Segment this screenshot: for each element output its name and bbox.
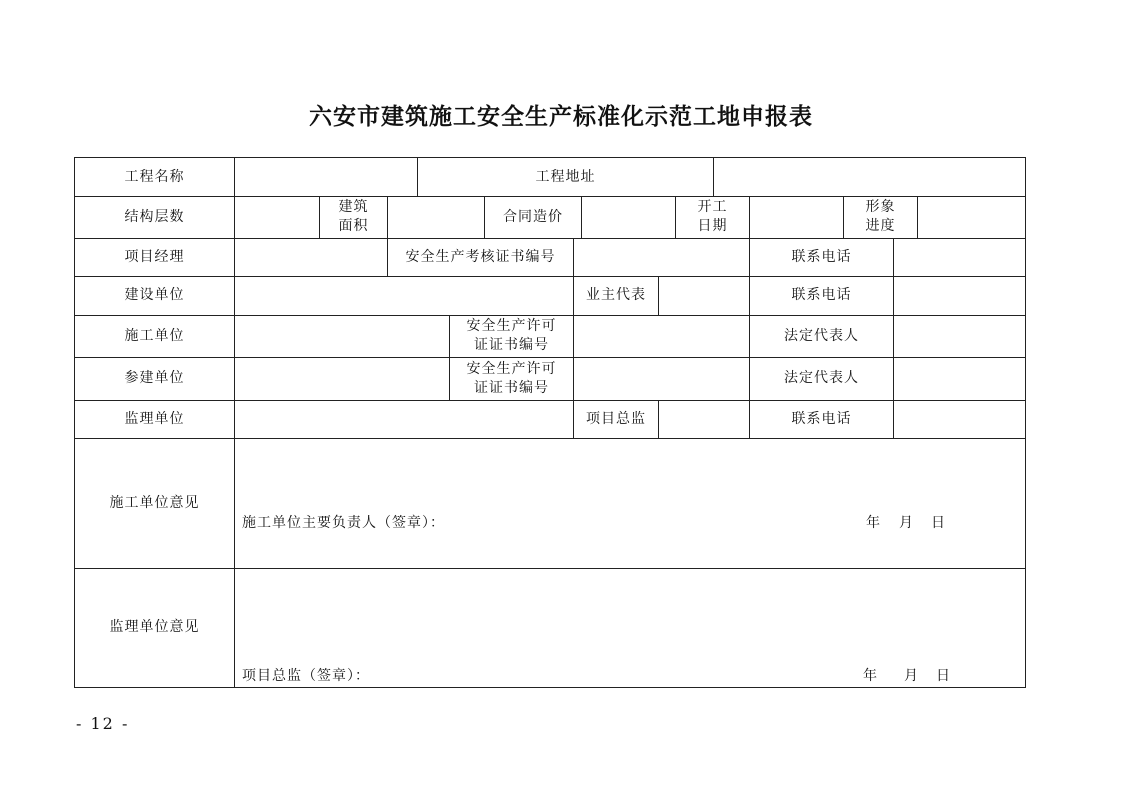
participant-legal-rep-field[interactable] xyxy=(894,357,1025,400)
structure-floors-field[interactable] xyxy=(235,196,319,238)
progress-label: 形象 进度 xyxy=(865,199,896,234)
owner-unit-field[interactable] xyxy=(235,276,573,315)
document-title: 六安市建筑施工安全生产标准化示范工地申报表 xyxy=(309,103,813,130)
supervisor-phone-label: 联系电话 xyxy=(791,410,852,427)
contractor-date-day: 日 xyxy=(931,515,946,531)
contractor-signer-label: 施工单位主要负责人（签章）： xyxy=(242,515,445,531)
owner-phone-label: 联系电话 xyxy=(791,287,852,303)
contractor-legal-rep-field[interactable] xyxy=(894,315,1025,357)
contractor-opinion-label: 施工单位意见 xyxy=(109,494,200,511)
contractor-opinion-field[interactable] xyxy=(235,438,1025,568)
contractor-unit-field[interactable] xyxy=(235,315,449,357)
participant-unit-label: 参建单位 xyxy=(124,370,185,386)
owner-phone-field[interactable] xyxy=(894,276,1025,315)
contractor-legal-rep-label: 法定代表人 xyxy=(784,327,859,344)
progress-field[interactable] xyxy=(918,196,1025,238)
contractor-license-label: 安全生产许可 证证书编号 xyxy=(466,318,557,353)
manager-phone-field[interactable] xyxy=(894,238,1025,276)
project-address-field[interactable] xyxy=(714,158,1025,196)
supervisor-date-day: 日 xyxy=(936,668,951,684)
safety-cert-number-field[interactable] xyxy=(574,238,749,276)
owner-unit-label: 建设单位 xyxy=(124,287,185,303)
project-manager-label: 项目经理 xyxy=(124,248,185,265)
start-date-field[interactable] xyxy=(750,196,843,238)
chief-supervisor-field[interactable] xyxy=(659,400,749,438)
manager-phone-label: 联系电话 xyxy=(791,248,852,265)
building-area-label: 建筑 面积 xyxy=(338,199,369,234)
project-address-label: 工程地址 xyxy=(535,168,596,185)
contract-price-field[interactable] xyxy=(582,196,675,238)
owner-rep-label: 业主代表 xyxy=(586,287,646,303)
supervisor-date-year: 年 xyxy=(863,668,878,684)
contractor-license-field[interactable] xyxy=(574,315,749,357)
structure-floors-label: 结构层数 xyxy=(124,208,185,225)
start-date-label: 开工 日期 xyxy=(697,199,728,234)
safety-cert-number-label: 安全生产考核证书编号 xyxy=(405,248,556,265)
supervisor-unit-field[interactable] xyxy=(235,400,573,438)
participant-unit-field[interactable] xyxy=(235,357,449,400)
contract-price-label: 合同造价 xyxy=(503,208,563,225)
building-area-field[interactable] xyxy=(388,196,484,238)
supervisor-date-month: 月 xyxy=(904,668,919,684)
participant-legal-rep-label: 法定代表人 xyxy=(784,370,859,386)
chief-supervisor-label: 项目总监 xyxy=(586,410,646,427)
project-name-field[interactable] xyxy=(235,158,417,196)
project-manager-field[interactable] xyxy=(235,238,387,276)
project-name-label: 工程名称 xyxy=(124,168,185,185)
application-form-table xyxy=(74,157,1026,688)
supervisor-unit-label: 监理单位 xyxy=(124,410,185,427)
contractor-date-year: 年 xyxy=(866,515,881,531)
chief-supervisor-signer-label: 项目总监（签章）： xyxy=(242,668,370,684)
owner-rep-field[interactable] xyxy=(659,276,749,315)
contractor-unit-label: 施工单位 xyxy=(124,327,185,344)
participant-license-label: 安全生产许可 证证书编号 xyxy=(466,360,557,396)
page-number: - 12 - xyxy=(76,714,130,733)
supervisor-opinion-label: 监理单位意见 xyxy=(109,619,200,635)
contractor-date-month: 月 xyxy=(899,515,914,531)
participant-license-field[interactable] xyxy=(574,357,749,400)
supervisor-phone-field[interactable] xyxy=(894,400,1025,438)
